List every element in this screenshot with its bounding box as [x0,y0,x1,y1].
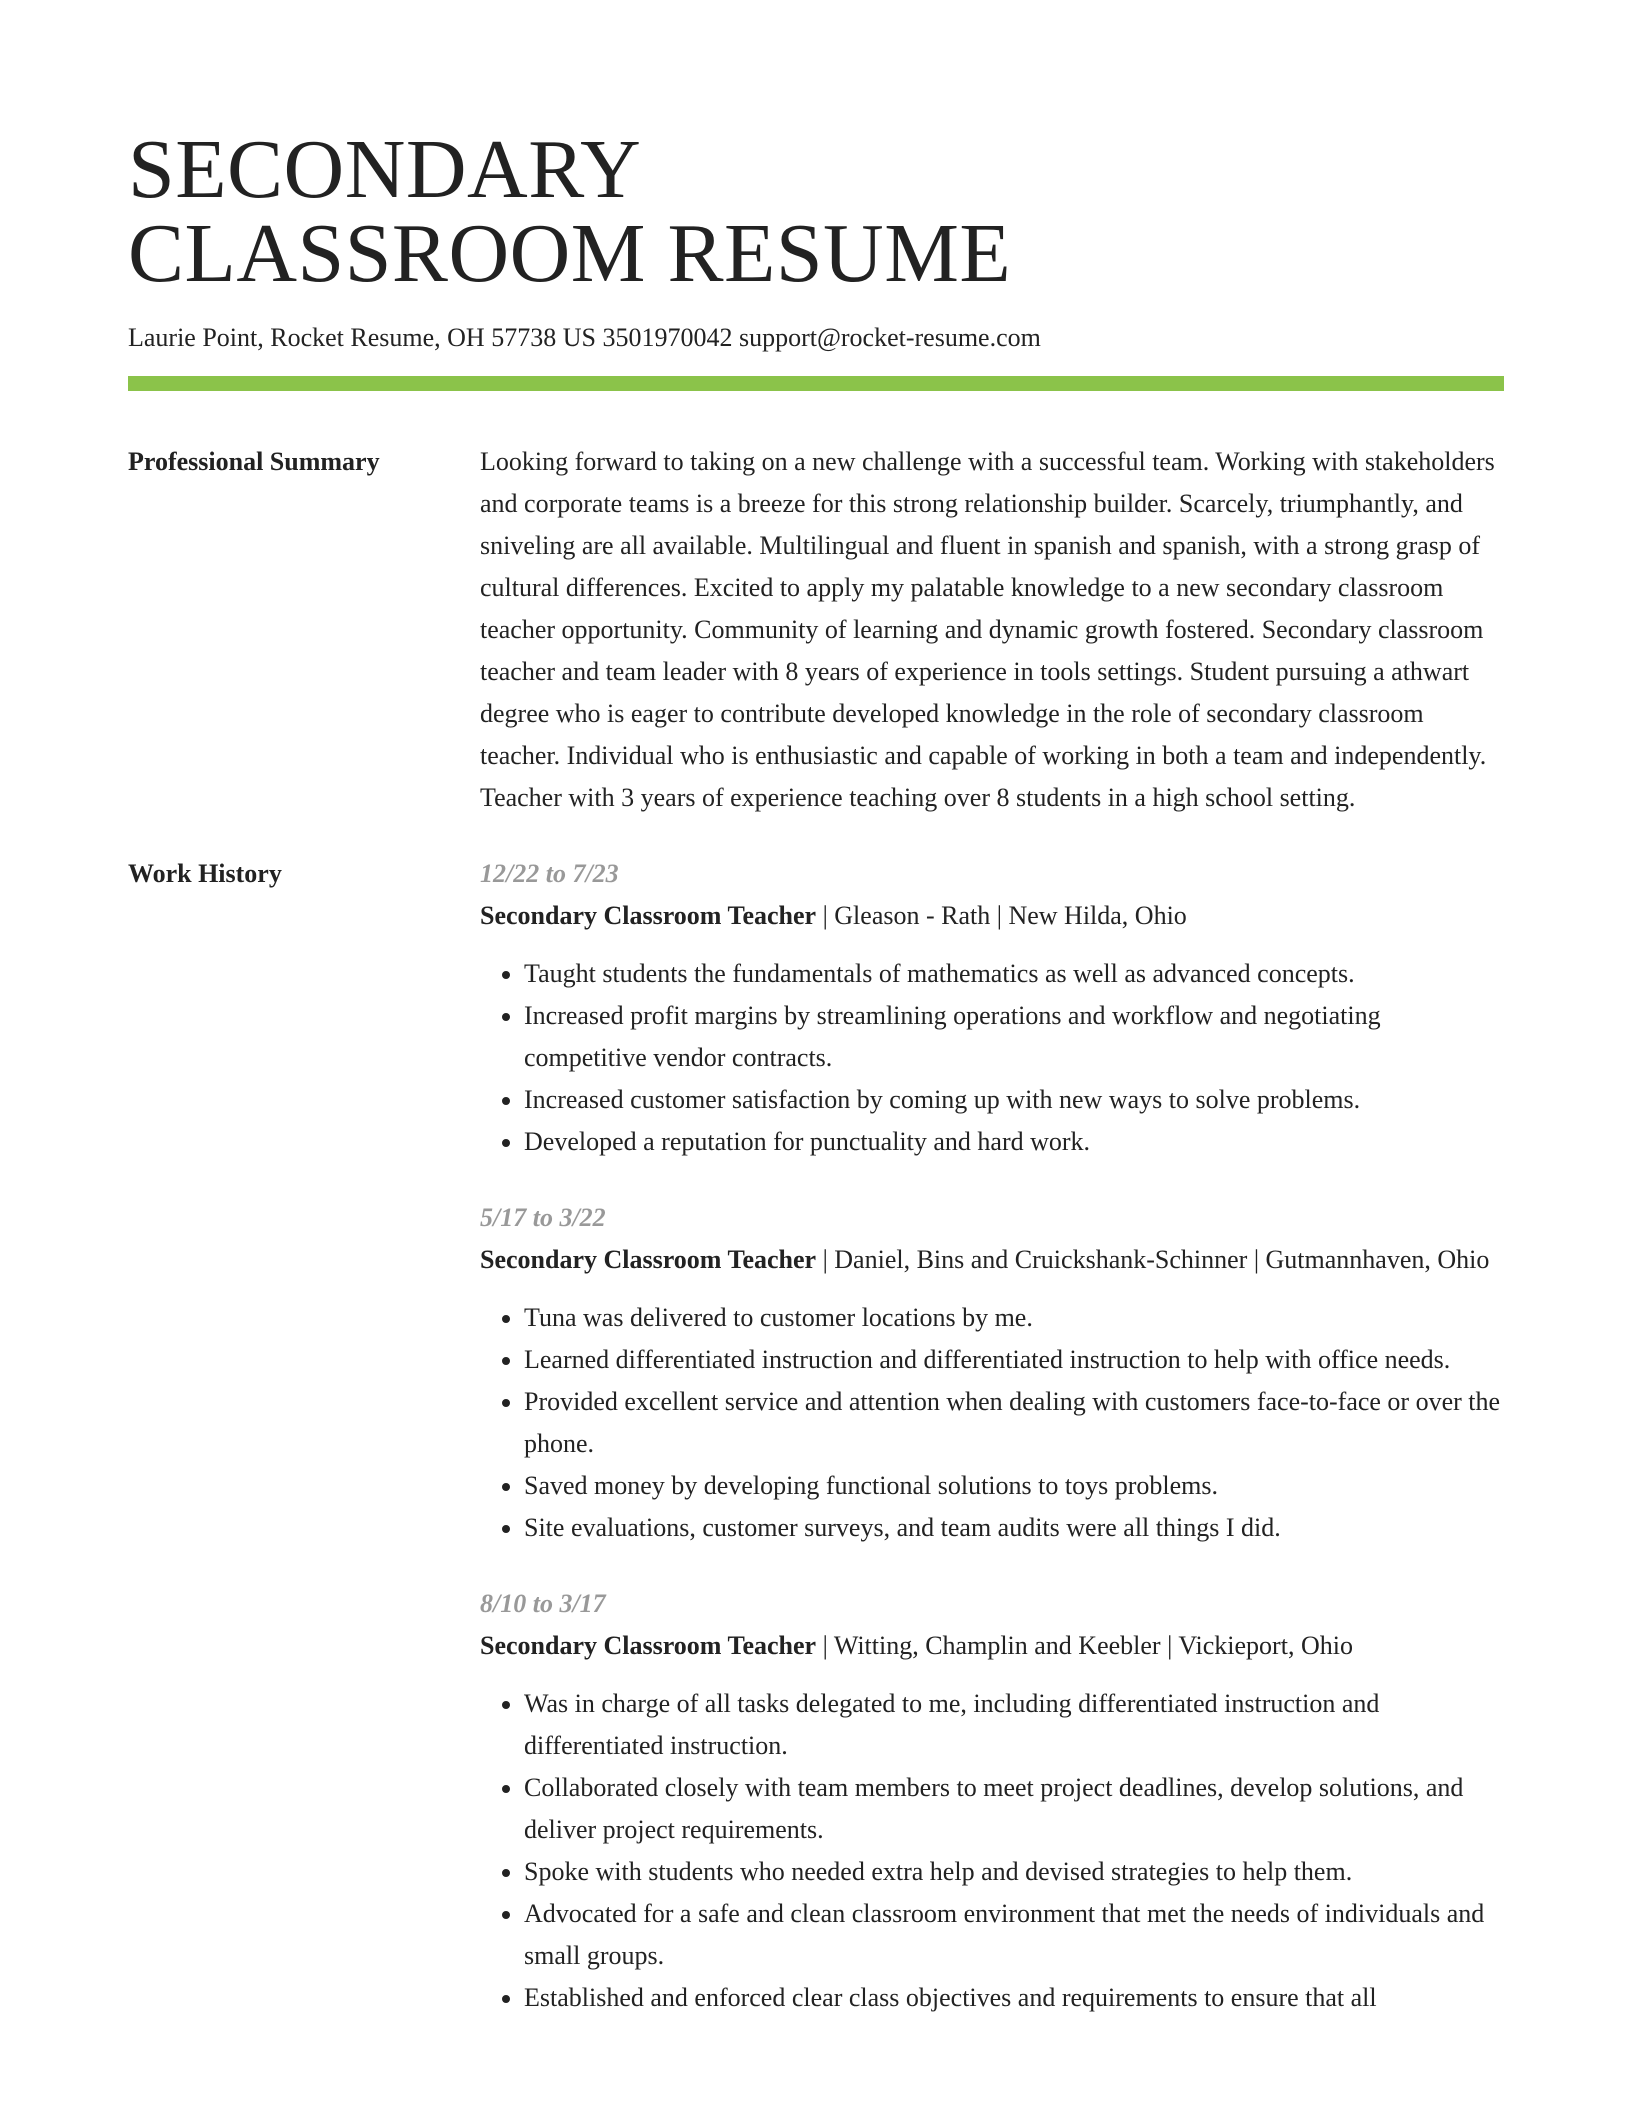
professional-summary-section [128,441,1504,819]
job-title: Secondary Classroom Teacher [480,901,817,930]
summary-body [480,441,1504,819]
job-details: | Gleason - Rath | New Hilda, Ohio [816,901,1187,930]
duty-item: • Collaborated closely with team members to meet project deadlines, develop solutions, and deliver project requirements. [524,1767,1504,1851]
work-history-body [480,853,1504,2053]
duty-item: • Provided excellent service and attention when dealing with customers face-to-face or over the phone. [524,1381,1504,1465]
duty-item: • Saved money by developing functional solutions to toys problems. [524,1465,1504,1507]
job-heading [480,1625,1504,1667]
job-heading [480,1239,1504,1281]
duty-item: • Taught students the fundamentals of mathematics as well as advanced concepts. [524,953,1504,995]
duty-item: • Advocated for a safe and clean classroom environment that met the needs of individuals and small groups. [524,1893,1504,1977]
job-details: | Witting, Champlin and Keebler | Vickieport, Ohio [816,1631,1353,1660]
job-entry [480,1583,1504,2019]
duty-item: • Increased customer satisfaction by coming up with new ways to solve problems. [524,1079,1504,1121]
job-dates: 8/10 to 3/17 [480,1589,606,1618]
job-dates: 5/17 to 3/22 [480,1203,606,1232]
job-duties-list [480,1297,1504,1549]
job-details: | Daniel, Bins and Cruickshank-Schinner | Gutmannhaven, Ohio [816,1245,1490,1274]
summary-text: Looking forward to taking on a new challenge with a successful team. Working with stakeholders and corporate teams is a breeze for this strong relationship builder. Scarcely, triumphantly, and sniveling are all available. Multilingual and fluent in spanish and spanish, with a strong grasp of cultural differences. Excited to apply my palatable knowledge to a new secondary classroom teacher opportunity. Community of learning and dynamic growth fostered. Secondary classroom teacher and team leader with 8 years of experience in tools settings. Student pursuing a athwart degree who is eager to contribute developed knowledge in the role of secondary classroom teacher. Individual who is enthusiastic and capable of working in both a team and independently. Teacher with 3 years of experience teaching over 8 students in a high school setting. [480,447,1495,812]
job-title: Secondary Classroom Teacher [480,1245,817,1274]
title-line-2: CLASSROOM RESUME [128,207,1012,300]
job-entry [480,853,1504,1163]
contact-info: Laurie Point, Rocket Resume, OH 57738 US 3501970042 support@rocket-resume.com [128,323,1041,352]
duty-item: • Tuna was delivered to customer locations by me. [524,1297,1504,1339]
title-line-1: SECONDARY [128,123,642,216]
job-heading [480,895,1504,937]
duty-item: • Developed a reputation for punctuality and hard work. [524,1121,1504,1163]
section-label-summary: Professional Summary [128,447,380,476]
section-label-work: Work History [128,859,282,888]
duty-item: • Site evaluations, customer surveys, and team audits were all things I did. [524,1507,1504,1549]
job-title: Secondary Classroom Teacher [480,1631,817,1660]
duty-item: • Established and enforced clear class objectives and requirements to ensure that all [524,1977,1504,2019]
duty-item: • Spoke with students who needed extra help and devised strategies to help them. [524,1851,1504,1893]
duty-item: • Increased profit margins by streamlining operations and workflow and negotiating competitive vendor contracts. [524,995,1504,1079]
job-duties-list [480,953,1504,1163]
resume-title [128,123,1504,300]
job-entry [480,1197,1504,1549]
resume-page [128,123,1504,2053]
duty-item: • Was in charge of all tasks delegated to me, including differentiated instruction and differentiated instruction. [524,1683,1504,1767]
duty-item: • Learned differentiated instruction and differentiated instruction to help with office needs. [524,1339,1504,1381]
job-duties-list [480,1683,1504,2019]
accent-divider [128,376,1504,391]
job-dates: 12/22 to 7/23 [480,859,619,888]
work-history-section [128,853,1504,2053]
